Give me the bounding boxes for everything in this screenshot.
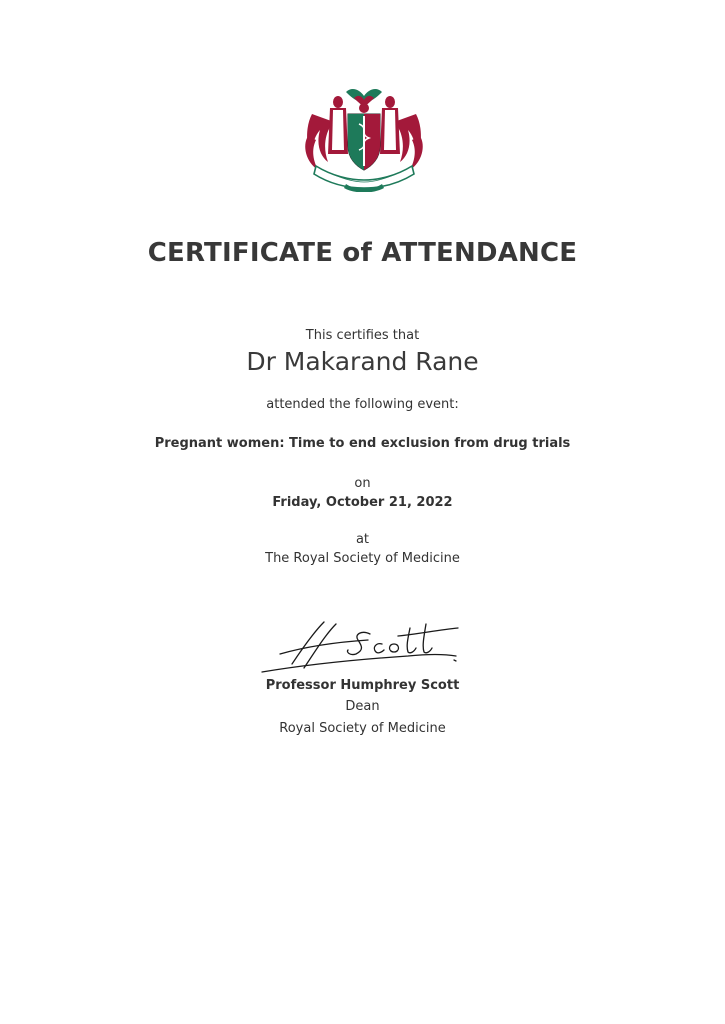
recipient-name: Dr Makarand Rane bbox=[246, 347, 479, 376]
signature-icon bbox=[258, 616, 464, 676]
on-label: on bbox=[354, 476, 371, 491]
attended-text: attended the following event: bbox=[266, 397, 459, 412]
crest-logo-icon bbox=[302, 84, 426, 192]
signatory-organization: Royal Society of Medicine bbox=[279, 721, 446, 736]
certificate-title: CERTIFICATE of ATTENDANCE bbox=[147, 238, 578, 268]
at-label: at bbox=[355, 532, 370, 547]
venue-name: The Royal Society of Medicine bbox=[265, 551, 460, 566]
certifies-text: This certifies that bbox=[305, 328, 420, 343]
event-title: Pregnant women: Time to end exclusion from drug trials bbox=[154, 436, 571, 451]
event-date: Friday, October 21, 2022 bbox=[272, 495, 453, 510]
signatory-role: Dean bbox=[345, 699, 380, 714]
signatory-name: Professor Humphrey Scott bbox=[265, 678, 460, 693]
